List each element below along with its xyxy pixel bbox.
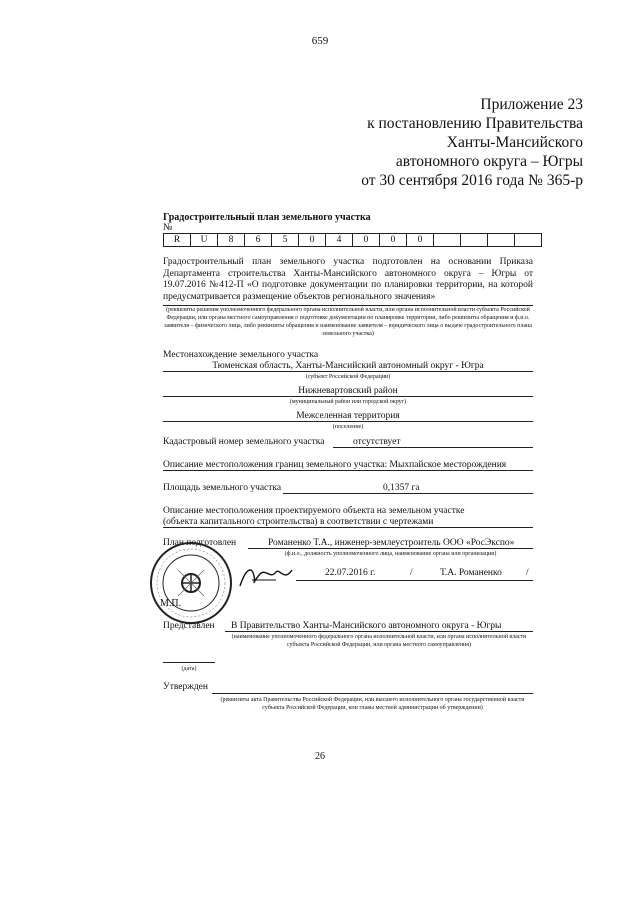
code-cell: U	[191, 234, 218, 247]
boundaries-field	[163, 460, 533, 471]
code-cell: 0	[353, 234, 380, 247]
code-cell: 5	[272, 234, 299, 247]
prepared-name: Т.А. Романенко	[440, 568, 502, 578]
location-district-caption: (муниципальный район или городской округ)	[289, 399, 407, 405]
intro-text: Градостроительный план земельного участка подготовлен на основании Приказа Департамента строительства Ханты-Мансийского автономного округа – Югры от 19.07.2016 №412-П «О подготовке документации по планировки территории, на которой предусматривается размещение объектов регионального значения»	[163, 257, 533, 306]
appendix-line: Приложение 23	[480, 96, 583, 113]
page-number-bottom: 26	[315, 751, 325, 762]
date-line	[163, 660, 215, 663]
presented-caption: (наименование уполномоченного федерального органа исполнительной власти, или органа исполнительной власти субъекта Российской Федерации, или органа местного самоуправления)	[231, 634, 527, 648]
location-subject: Тюменская область, Ханты-Мансийский автономный округ - Югра	[163, 361, 533, 372]
code-cell	[515, 234, 542, 247]
presented-value: В Правительство Ханты-Мансийского автономного округа - Югры	[225, 621, 533, 632]
prepared-slash: /	[410, 568, 413, 578]
page-number-top: 659	[311, 35, 329, 47]
location-district: Нижневартовский район	[163, 386, 533, 397]
appendix-line: автономного округа – Югры	[395, 153, 583, 170]
code-cell	[461, 234, 488, 247]
appendix-line: к постановлению Правительства	[367, 115, 583, 132]
code-cell: R	[164, 234, 191, 247]
appendix-line: Ханты-Мансийского	[446, 134, 583, 151]
code-cell: 6	[245, 234, 272, 247]
code-cell	[488, 234, 515, 247]
appendix-line: от 30 сентября 2016 года № 365-р	[361, 172, 583, 189]
project-line2: (объекта капитального строительства) в соответствии с чертежами	[163, 517, 533, 528]
prepared-date: 22.07.2016 г.	[325, 568, 376, 578]
code-cell: 0	[407, 234, 434, 247]
prepared-slash: /	[526, 568, 529, 578]
date-caption: (дата)	[181, 666, 197, 672]
location-settlement: Межселенная территория	[163, 411, 533, 422]
presented-label: Представлен	[163, 621, 215, 631]
organization-seal	[148, 538, 237, 626]
approved-caption: (реквизиты акта Правительства Российской Федерации, или высшего исполнительного органа государственной власти субъекта Российской Федерации, или главы местной администрации об утверждении)	[220, 697, 525, 711]
code-cell: 8	[218, 234, 245, 247]
code-cell: 4	[326, 234, 353, 247]
project-line1: Описание местоположения проектируемого объекта на земельном участке	[163, 506, 465, 516]
plan-title: Градостроительный план земельного участка	[163, 212, 371, 223]
location-subject-caption: (субъект Российской Федерации)	[305, 374, 391, 380]
location-settlement-caption: (поселение)	[332, 424, 364, 430]
plan-number-label: №	[163, 222, 173, 233]
cadastral-label: Кадастровый номер земельного участка	[163, 437, 325, 447]
plan-code-grid	[163, 233, 542, 247]
appendix-header	[283, 95, 583, 190]
code-cell: 0	[380, 234, 407, 247]
code-cell: 0	[299, 234, 326, 247]
prepared-caption: (ф.и.о., должность уполномоченного лица, наименование органа или организации)	[284, 551, 497, 557]
signature	[236, 562, 296, 592]
location-label: Местонахождение земельного участка	[163, 350, 319, 360]
cadastral-value: отсутствует	[333, 437, 533, 448]
boundaries-label: Описание местоположения границ земельного участка:	[163, 460, 388, 470]
area-label: Площадь земельного участка	[163, 483, 282, 493]
prepared-label: План подготовлен	[163, 538, 237, 548]
intro-caption: (реквизиты решения уполномоченного федерального органа исполнительной власти, или органа исполнительной власти субъекта Российской Федерации, или органа местного самоуправления о подготовке документации по планировке территории, либо реквизиты обращения и ф.и.о. заявителя – физического лица, либо реквизиты обращения и наименование заявителя – юридического лица о выдаче градостроительного плана земельного участка)	[164, 307, 532, 337]
area-value: 0,1357 га	[283, 483, 533, 494]
seal-mp-label: М.П.	[160, 598, 182, 609]
approved-line	[212, 682, 533, 694]
boundaries-value: Мыхпайское месторождения	[389, 460, 507, 470]
approved-label: Утвержден	[163, 682, 208, 692]
code-cell	[434, 234, 461, 247]
prepared-value: Романенко Т.А., инженер-землеустроитель ООО «РосЭкспо»	[248, 538, 533, 549]
